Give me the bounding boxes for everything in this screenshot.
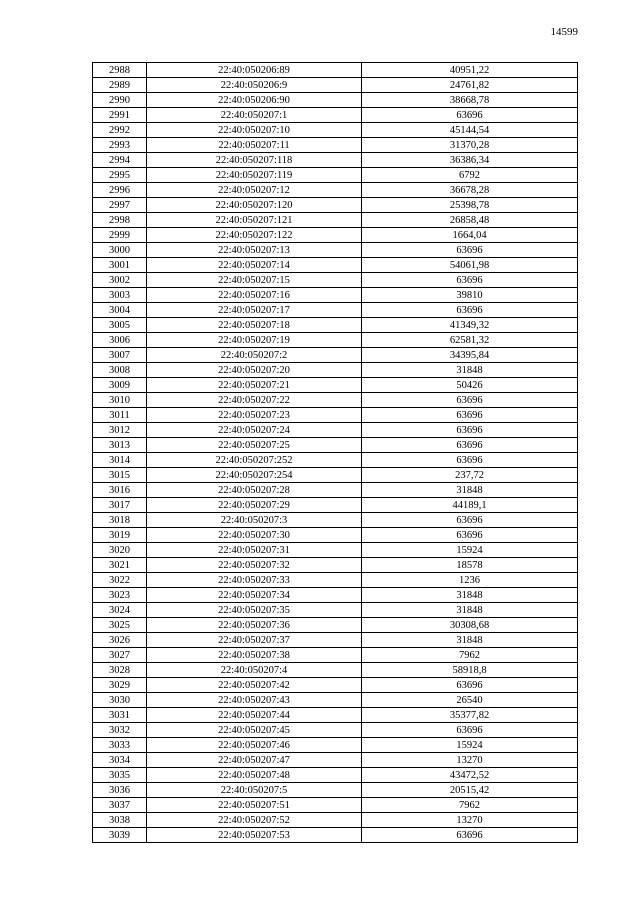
value-cell: 62581,32 <box>362 333 578 348</box>
table-row <box>93 183 578 198</box>
table-row <box>93 648 578 663</box>
value-cell: 1664,04 <box>362 228 578 243</box>
cadastral-number-cell: 22:40:050206:9 <box>147 78 362 93</box>
value-cell: 237,72 <box>362 468 578 483</box>
value-cell: 18578 <box>362 558 578 573</box>
cadastral-number-cell: 22:40:050207:29 <box>147 498 362 513</box>
value-cell: 63696 <box>362 723 578 738</box>
row-number-cell: 3007 <box>93 348 147 363</box>
value-cell: 63696 <box>362 273 578 288</box>
row-number-cell: 2994 <box>93 153 147 168</box>
table-row <box>93 468 578 483</box>
row-number-cell: 3021 <box>93 558 147 573</box>
table-row <box>93 303 578 318</box>
cadastral-number-cell: 22:40:050207:13 <box>147 243 362 258</box>
cadastral-number-cell: 22:40:050207:52 <box>147 813 362 828</box>
table-row <box>93 603 578 618</box>
cadastral-number-cell: 22:40:050207:4 <box>147 663 362 678</box>
row-number-cell: 2997 <box>93 198 147 213</box>
cadastral-number-cell: 22:40:050207:33 <box>147 573 362 588</box>
cadastral-number-cell: 22:40:050207:34 <box>147 588 362 603</box>
cadastral-number-cell: 22:40:050207:25 <box>147 438 362 453</box>
row-number-cell: 2995 <box>93 168 147 183</box>
value-cell: 31848 <box>362 633 578 648</box>
cadastral-number-cell: 22:40:050207:24 <box>147 423 362 438</box>
row-number-cell: 3025 <box>93 618 147 633</box>
cadastral-number-cell: 22:40:050206:90 <box>147 93 362 108</box>
table-row <box>93 798 578 813</box>
cadastral-number-cell: 22:40:050207:252 <box>147 453 362 468</box>
table-row <box>93 588 578 603</box>
cadastral-number-cell: 22:40:050207:1 <box>147 108 362 123</box>
table-row <box>93 618 578 633</box>
cadastral-number-cell: 22:40:050207:42 <box>147 678 362 693</box>
table-row <box>93 633 578 648</box>
row-number-cell: 2993 <box>93 138 147 153</box>
row-number-cell: 3030 <box>93 693 147 708</box>
value-cell: 7962 <box>362 798 578 813</box>
cadastral-number-cell: 22:40:050207:36 <box>147 618 362 633</box>
table-row <box>93 93 578 108</box>
value-cell: 63696 <box>362 678 578 693</box>
row-number-cell: 3020 <box>93 543 147 558</box>
value-cell: 31848 <box>362 603 578 618</box>
table-row <box>93 213 578 228</box>
cadastral-number-cell: 22:40:050207:18 <box>147 318 362 333</box>
table-row <box>93 663 578 678</box>
value-cell: 38668,78 <box>362 93 578 108</box>
row-number-cell: 3036 <box>93 783 147 798</box>
value-cell: 6792 <box>362 168 578 183</box>
table-row <box>93 573 578 588</box>
value-cell: 63696 <box>362 438 578 453</box>
row-number-cell: 2988 <box>93 63 147 78</box>
row-number-cell: 3006 <box>93 333 147 348</box>
value-cell: 63696 <box>362 408 578 423</box>
row-number-cell: 3018 <box>93 513 147 528</box>
row-number-cell: 3016 <box>93 483 147 498</box>
cadastral-number-cell: 22:40:050207:2 <box>147 348 362 363</box>
table-row <box>93 708 578 723</box>
value-cell: 39810 <box>362 288 578 303</box>
table-row <box>93 318 578 333</box>
row-number-cell: 2998 <box>93 213 147 228</box>
row-number-cell: 3017 <box>93 498 147 513</box>
cadastral-number-cell: 22:40:050207:12 <box>147 183 362 198</box>
table-body <box>93 63 578 843</box>
cadastral-number-cell: 22:40:050207:17 <box>147 303 362 318</box>
row-number-cell: 3028 <box>93 663 147 678</box>
row-number-cell: 3005 <box>93 318 147 333</box>
cadastral-number-cell: 22:40:050207:121 <box>147 213 362 228</box>
cadastral-number-cell: 22:40:050207:48 <box>147 768 362 783</box>
cadastral-number-cell: 22:40:050207:38 <box>147 648 362 663</box>
cadastral-number-cell: 22:40:050207:32 <box>147 558 362 573</box>
value-cell: 1236 <box>362 573 578 588</box>
cadastral-number-cell: 22:40:050207:37 <box>147 633 362 648</box>
row-number-cell: 3014 <box>93 453 147 468</box>
value-cell: 63696 <box>362 243 578 258</box>
table-row <box>93 363 578 378</box>
row-number-cell: 2999 <box>93 228 147 243</box>
table-row <box>93 228 578 243</box>
value-cell: 45144,54 <box>362 123 578 138</box>
value-cell: 31848 <box>362 483 578 498</box>
table-row <box>93 558 578 573</box>
cadastral-number-cell: 22:40:050207:3 <box>147 513 362 528</box>
value-cell: 15924 <box>362 738 578 753</box>
data-table <box>92 62 578 843</box>
page-number: 14599 <box>550 26 578 38</box>
table-row <box>93 168 578 183</box>
cadastral-number-cell: 22:40:050207:22 <box>147 393 362 408</box>
row-number-cell: 3009 <box>93 378 147 393</box>
cadastral-number-cell: 22:40:050207:16 <box>147 288 362 303</box>
cadastral-number-cell: 22:40:050207:28 <box>147 483 362 498</box>
table-row <box>93 423 578 438</box>
row-number-cell: 3012 <box>93 423 147 438</box>
row-number-cell: 3008 <box>93 363 147 378</box>
row-number-cell: 3034 <box>93 753 147 768</box>
value-cell: 26858,48 <box>362 213 578 228</box>
cadastral-number-cell: 22:40:050207:43 <box>147 693 362 708</box>
cadastral-number-cell: 22:40:050207:30 <box>147 528 362 543</box>
row-number-cell: 3001 <box>93 258 147 273</box>
value-cell: 31370,28 <box>362 138 578 153</box>
row-number-cell: 3011 <box>93 408 147 423</box>
table-row <box>93 333 578 348</box>
table-row <box>93 543 578 558</box>
cadastral-number-cell: 22:40:050207:47 <box>147 753 362 768</box>
value-cell: 36678,28 <box>362 183 578 198</box>
table-row <box>93 258 578 273</box>
table-row <box>93 498 578 513</box>
cadastral-number-cell: 22:40:050207:46 <box>147 738 362 753</box>
row-number-cell: 2996 <box>93 183 147 198</box>
value-cell: 43472,52 <box>362 768 578 783</box>
table-row <box>93 138 578 153</box>
row-number-cell: 3031 <box>93 708 147 723</box>
row-number-cell: 3038 <box>93 813 147 828</box>
row-number-cell: 3019 <box>93 528 147 543</box>
cadastral-number-cell: 22:40:050207:20 <box>147 363 362 378</box>
table-row <box>93 198 578 213</box>
value-cell: 40951,22 <box>362 63 578 78</box>
table-row <box>93 813 578 828</box>
cadastral-number-cell: 22:40:050207:15 <box>147 273 362 288</box>
cadastral-number-cell: 22:40:050207:254 <box>147 468 362 483</box>
cadastral-number-cell: 22:40:050207:122 <box>147 228 362 243</box>
row-number-cell: 3010 <box>93 393 147 408</box>
cadastral-number-cell: 22:40:050206:89 <box>147 63 362 78</box>
value-cell: 31848 <box>362 363 578 378</box>
table-row <box>93 753 578 768</box>
row-number-cell: 3033 <box>93 738 147 753</box>
table-row <box>93 483 578 498</box>
value-cell: 63696 <box>362 303 578 318</box>
row-number-cell: 3000 <box>93 243 147 258</box>
value-cell: 54061,98 <box>362 258 578 273</box>
value-cell: 63696 <box>362 423 578 438</box>
value-cell: 41349,32 <box>362 318 578 333</box>
value-cell: 58918,8 <box>362 663 578 678</box>
value-cell: 30308,68 <box>362 618 578 633</box>
row-number-cell: 3032 <box>93 723 147 738</box>
value-cell: 63696 <box>362 393 578 408</box>
table-row <box>93 408 578 423</box>
row-number-cell: 3024 <box>93 603 147 618</box>
row-number-cell: 3003 <box>93 288 147 303</box>
cadastral-number-cell: 22:40:050207:11 <box>147 138 362 153</box>
table-row <box>93 273 578 288</box>
row-number-cell: 2992 <box>93 123 147 138</box>
row-number-cell: 3013 <box>93 438 147 453</box>
row-number-cell: 3037 <box>93 798 147 813</box>
table-row <box>93 783 578 798</box>
table-row <box>93 828 578 843</box>
table-row <box>93 108 578 123</box>
value-cell: 24761,82 <box>362 78 578 93</box>
value-cell: 36386,34 <box>362 153 578 168</box>
table-row <box>93 63 578 78</box>
value-cell: 63696 <box>362 453 578 468</box>
table-row <box>93 693 578 708</box>
cadastral-number-cell: 22:40:050207:51 <box>147 798 362 813</box>
value-cell: 50426 <box>362 378 578 393</box>
value-cell: 15924 <box>362 543 578 558</box>
value-cell: 25398,78 <box>362 198 578 213</box>
table-row <box>93 348 578 363</box>
value-cell: 63696 <box>362 513 578 528</box>
row-number-cell: 3029 <box>93 678 147 693</box>
table-row <box>93 738 578 753</box>
cadastral-number-cell: 22:40:050207:44 <box>147 708 362 723</box>
row-number-cell: 3002 <box>93 273 147 288</box>
cadastral-number-cell: 22:40:050207:45 <box>147 723 362 738</box>
cadastral-number-cell: 22:40:050207:120 <box>147 198 362 213</box>
cadastral-number-cell: 22:40:050207:10 <box>147 123 362 138</box>
cadastral-number-cell: 22:40:050207:31 <box>147 543 362 558</box>
value-cell: 63696 <box>362 528 578 543</box>
value-cell: 44189,1 <box>362 498 578 513</box>
table-row <box>93 153 578 168</box>
value-cell: 20515,42 <box>362 783 578 798</box>
value-cell: 13270 <box>362 753 578 768</box>
row-number-cell: 3015 <box>93 468 147 483</box>
cadastral-number-cell: 22:40:050207:35 <box>147 603 362 618</box>
table-row <box>93 528 578 543</box>
cadastral-number-cell: 22:40:050207:23 <box>147 408 362 423</box>
row-number-cell: 3026 <box>93 633 147 648</box>
table-row <box>93 678 578 693</box>
row-number-cell: 2989 <box>93 78 147 93</box>
value-cell: 31848 <box>362 588 578 603</box>
cadastral-number-cell: 22:40:050207:53 <box>147 828 362 843</box>
table-row <box>93 393 578 408</box>
row-number-cell: 3023 <box>93 588 147 603</box>
table-row <box>93 453 578 468</box>
table-row <box>93 768 578 783</box>
table-row <box>93 723 578 738</box>
table-row <box>93 78 578 93</box>
cadastral-number-cell: 22:40:050207:19 <box>147 333 362 348</box>
table-row <box>93 243 578 258</box>
value-cell: 63696 <box>362 108 578 123</box>
value-cell: 13270 <box>362 813 578 828</box>
cadastral-number-cell: 22:40:050207:5 <box>147 783 362 798</box>
row-number-cell: 2991 <box>93 108 147 123</box>
row-number-cell: 3004 <box>93 303 147 318</box>
cadastral-number-cell: 22:40:050207:21 <box>147 378 362 393</box>
table-row <box>93 123 578 138</box>
value-cell: 35377,82 <box>362 708 578 723</box>
row-number-cell: 3022 <box>93 573 147 588</box>
table-row <box>93 513 578 528</box>
row-number-cell: 2990 <box>93 93 147 108</box>
table-row <box>93 378 578 393</box>
table-row <box>93 438 578 453</box>
cadastral-number-cell: 22:40:050207:119 <box>147 168 362 183</box>
value-cell: 7962 <box>362 648 578 663</box>
row-number-cell: 3035 <box>93 768 147 783</box>
cadastral-number-cell: 22:40:050207:14 <box>147 258 362 273</box>
value-cell: 63696 <box>362 828 578 843</box>
row-number-cell: 3027 <box>93 648 147 663</box>
value-cell: 26540 <box>362 693 578 708</box>
cadastral-number-cell: 22:40:050207:118 <box>147 153 362 168</box>
table-row <box>93 288 578 303</box>
row-number-cell: 3039 <box>93 828 147 843</box>
value-cell: 34395,84 <box>362 348 578 363</box>
